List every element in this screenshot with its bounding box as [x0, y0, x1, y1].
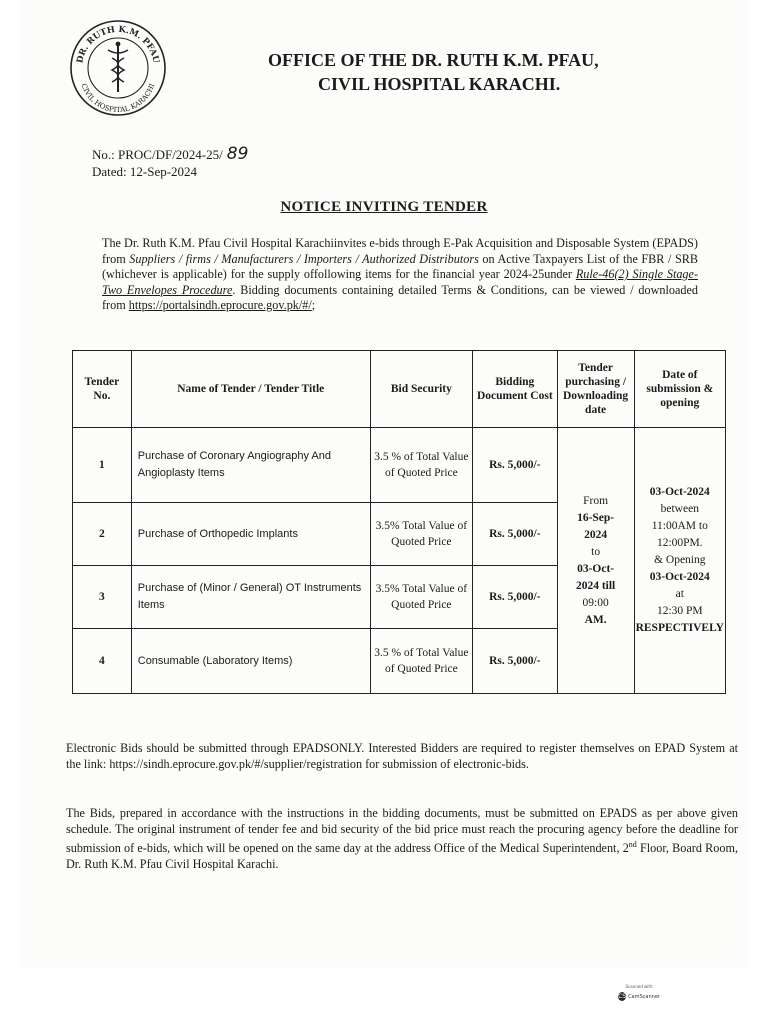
svg-text:DR. RUTH K.M. PFAU: DR. RUTH K.M. PFAU — [75, 24, 161, 65]
purchasing-line: AM. — [584, 613, 607, 626]
document-cost-cell: Rs. 5,000/- — [473, 566, 558, 629]
submission-line: & Opening — [654, 554, 706, 566]
purchasing-line: 2024 — [584, 528, 608, 541]
submission-line: at — [675, 588, 684, 600]
tender-no-cell: 4 — [73, 629, 132, 694]
tender-no-cell: 3 — [73, 566, 132, 629]
ordinal-superscript: nd — [628, 840, 637, 849]
submission-line: 12:30 PM — [656, 605, 703, 617]
portal-link[interactable]: https://portalsindh.eprocure.gov.pk/#/ — [128, 298, 312, 312]
header-purchasing-date: Tender purchasing / Downloading date — [557, 351, 634, 428]
bid-submission-paragraph — [66, 805, 738, 872]
purchasing-line: 03-Oct- — [577, 562, 615, 575]
bid-submission-text-2: Floor, Board Room, Dr. Ruth K.M. Pfau Civil Hospital Karachi. — [66, 841, 738, 872]
header-tender-no: Tender No. — [73, 351, 132, 428]
submission-line: RESPECTIVELY — [635, 622, 724, 634]
header-tender-title: Name of Tender / Tender Title — [131, 351, 370, 428]
reference-number-prefix: No.: PROC/DF/2024-25/ — [92, 147, 223, 162]
tender-table — [72, 350, 726, 694]
document-cost-cell: Rs. 5,000/- — [473, 503, 558, 566]
intro-text-rule: Rule-46(2) Single Stage-Two Envelopes Procedure — [102, 267, 698, 297]
scanner-name: CamScanner — [628, 993, 660, 1000]
submission-line: 11:00AM to — [651, 520, 708, 532]
intro-text-3: on Active Taxpayers List of the FBR / SRB (whichever is applicable) for the supply offollowing items for the financial year 2024-25under — [102, 251, 698, 281]
intro-text-1: The Dr. Ruth K.M. Pfau Civil Hospital Karachiinvites e-bids through E-Pak Acquisition and Disposable System (EPADS) from — [102, 236, 698, 266]
intro-text-7: ; — [311, 298, 316, 312]
scanner-watermark — [618, 984, 660, 1012]
tender-title-cell: Consumable (Laboratory Items) — [131, 629, 370, 694]
table-header-row — [73, 351, 726, 428]
tender-title-cell: Purchase of Coronary Angiography And Angioplasty Items — [131, 428, 370, 503]
purchasing-line: 2024 till — [575, 579, 616, 592]
purchasing-line: From — [583, 494, 609, 507]
scanner-caption: Scanned with — [625, 984, 653, 989]
office-heading-line-1: OFFICE OF THE DR. RUTH K.M. PFAU, — [268, 50, 599, 70]
header-submission-date: Date of submission & opening — [634, 351, 725, 428]
reference-date: Dated: 12-Sep-2024 — [92, 164, 198, 179]
tender-no-cell: 1 — [73, 428, 132, 503]
submission-line: 03-Oct-2024 — [649, 571, 710, 583]
bid-security-cell: 3.5 % of Total Value of Quoted Price — [370, 629, 472, 694]
tender-title-cell: Purchase of (Minor / General) OT Instruments Items — [131, 566, 370, 629]
tender-no-cell: 2 — [73, 503, 132, 566]
purchasing-line: to — [591, 545, 601, 558]
reference-number — [92, 146, 248, 163]
bid-security-cell: 3.5 % of Total Value of Quoted Price — [370, 428, 472, 503]
submission-line: 12:00PM. — [656, 537, 703, 549]
intro-paragraph — [102, 236, 698, 314]
header-document-cost: Bidding Document Cost — [473, 351, 558, 428]
camscanner-icon: CS — [618, 993, 627, 1000]
document-cost-cell: Rs. 5,000/- — [473, 428, 558, 503]
bid-submission-text-1: The Bids, prepared in accordance with the instructions in the bidding documents, must be submitted on EPADS as per above given schedule. The original instrument of tender fee and bid security of the bid price must reach the procuring agency before the deadline for submission of e-bids, which will be opened on the same day at the address Office of the Medical Superintendent, 2 — [66, 806, 738, 856]
purchasing-line: 16-Sep- — [577, 511, 615, 524]
header-bid-security: Bid Security — [370, 351, 472, 428]
table-row — [73, 428, 726, 503]
office-heading-line-2: CIVIL HOSPITAL KARACHI. — [318, 74, 561, 94]
reference-number-handwritten: 89 — [226, 144, 249, 164]
intro-text-5: . Bidding documents containing detailed Terms & Conditions, can be viewed / downloaded from — [102, 282, 698, 312]
bid-security-cell: 3.5% Total Value of Quoted Price — [370, 566, 472, 629]
purchasing-line: 09:00 — [582, 596, 609, 609]
electronic-bids-paragraph: Electronic Bids should be submitted through EPADSONLY. Interested Bidders are required to register themselves on EPAD System at the link: https://sindh.eprocure.gov.pk/#/supplier/registration for submission of electronic-bids. — [66, 741, 738, 771]
svg-text:CIVIL HOSPITAL KARACHI: CIVIL HOSPITAL KARACHI — [79, 82, 157, 115]
reference-block — [92, 146, 248, 180]
bid-security-cell: 3.5% Total Value of Quoted Price — [370, 503, 472, 566]
scanner-logo — [618, 992, 660, 1001]
submission-line: between — [660, 503, 699, 515]
notice-title: NOTICE INVITING TENDER — [280, 199, 488, 215]
intro-text-bidders: Suppliers / firms / Manufacturers / Importers / Authorized Distributors — [129, 251, 479, 266]
submission-line: 03-Oct-2024 — [649, 486, 710, 498]
hospital-seal-logo — [68, 18, 168, 118]
document-cost-cell: Rs. 5,000/- — [473, 629, 558, 694]
purchasing-date-cell — [557, 428, 634, 694]
submission-date-cell — [634, 428, 725, 694]
tender-title-cell: Purchase of Orthopedic Implants — [131, 503, 370, 566]
office-heading — [268, 48, 688, 96]
